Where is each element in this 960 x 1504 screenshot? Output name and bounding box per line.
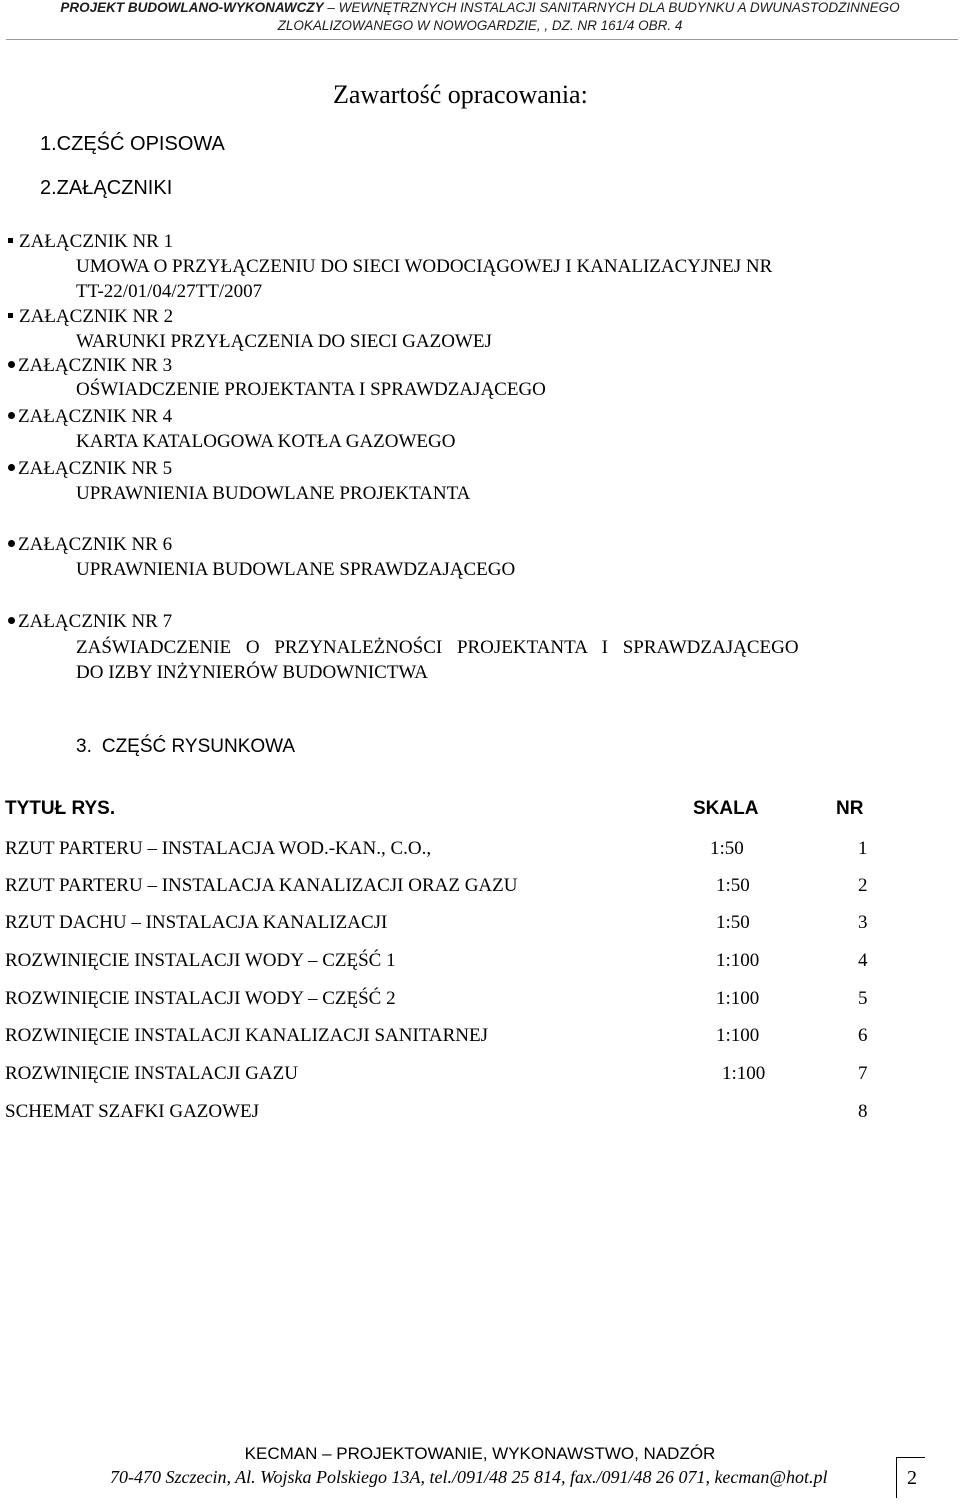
attachment-3-heading: ZAŁĄCZNIK NR 3	[8, 355, 172, 377]
drawing-row-3-nr: 3	[858, 912, 868, 933]
attachment-5-heading: ZAŁĄCZNIK NR 5	[8, 458, 172, 480]
column-header-title: TYTUŁ RYS.	[5, 798, 116, 819]
column-header-nr: NR	[836, 798, 864, 819]
project-type: PROJEKT BUDOWLANO-WYKONAWCZY	[60, 0, 324, 15]
attachment-1-desc-line2: TT-22/01/04/27TT/2007	[76, 281, 263, 302]
project-subject: – WEWNĘTRZNYCH INSTALACJI SANITARNYCH DLA BUDYNKU A DWUNASTODZINNEGO	[323, 0, 900, 15]
running-header-line2: ZLOKALIZOWANEGO W NOWOGARDZIE, , DZ. NR 161/4 OBR. 4	[277, 18, 683, 33]
round-bullet-icon	[8, 361, 15, 368]
header-divider	[6, 39, 958, 40]
drawing-row-7-scale: 1:100	[722, 1063, 766, 1084]
drawing-row-1-title: RZUT PARTERU – INSTALACJA WOD.-KAN., C.O.,	[5, 838, 432, 859]
square-bullet-icon	[8, 238, 13, 243]
drawing-row-1-nr: 1	[858, 838, 868, 859]
attachment-6-desc: UPRAWNIENIA BUDOWLANE SPRAWDZAJĄCEGO	[76, 559, 516, 580]
attachment-4-heading: ZAŁĄCZNIK NR 4	[8, 406, 172, 428]
round-bullet-icon	[8, 412, 15, 419]
drawing-row-1-scale: 1:50	[710, 838, 744, 859]
attachment-2-heading: ZAŁĄCZNIK NR 2	[8, 306, 173, 328]
attachment-1-desc-line1: UMOWA O PRZYŁĄCZENIU DO SIECI WODOCIĄGOWEJ I KANALIZACYJNEJ NR	[76, 256, 773, 277]
drawing-row-5-nr: 5	[858, 988, 868, 1009]
drawing-row-8-nr: 8	[858, 1101, 868, 1122]
document-title: Zawartość opracowania:	[333, 80, 588, 109]
drawing-row-5-scale: 1:100	[716, 988, 760, 1009]
attachment-2-desc: WARUNKI PRZYŁĄCZENIA DO SIECI GAZOWEJ	[76, 331, 492, 352]
footer-company: KECMAN – PROJEKTOWANIE, WYKONAWSTWO, NADZÓR	[244, 1444, 716, 1463]
drawing-row-6-scale: 1:100	[716, 1025, 760, 1046]
drawing-row-7-nr: 7	[858, 1063, 868, 1084]
drawing-row-4-title: ROZWINIĘCIE INSTALACJI WODY – CZĘŚĆ 1	[5, 950, 396, 971]
attachment-3-desc: OŚWIADCZENIE PROJEKTANTA I SPRAWDZAJĄCEGO	[76, 379, 546, 400]
part-1-heading: 1.CZĘŚĆ OPISOWA	[40, 133, 225, 155]
part-2-heading: 2.ZAŁĄCZNIKI	[40, 177, 173, 199]
drawing-row-3-title: RZUT DACHU – INSTALACJA KANALIZACJI	[5, 912, 388, 933]
drawing-row-7-title: ROZWINIĘCIE INSTALACJI GAZU	[5, 1063, 298, 1084]
drawing-row-3-scale: 1:50	[716, 912, 750, 933]
drawing-row-2-scale: 1:50	[716, 875, 750, 896]
drawing-row-5-title: ROZWINIĘCIE INSTALACJI WODY – CZĘŚĆ 2	[5, 988, 396, 1009]
column-header-scale: SKALA	[693, 798, 759, 819]
drawing-row-6-nr: 6	[858, 1025, 868, 1046]
attachment-6-heading: ZAŁĄCZNIK NR 6	[8, 534, 172, 556]
footer-address: 70-470 Szczecin, Al. Wojska Polskiego 13A, tel./091/48 25 814, fax./091/48 26 071, kecman@hot.pl	[110, 1467, 828, 1487]
attachment-7-heading: ZAŁĄCZNIK NR 7	[8, 611, 172, 633]
part-3-heading: 3. CZĘŚĆ RYSUNKOWA	[76, 736, 296, 757]
drawing-row-4-nr: 4	[858, 950, 868, 971]
round-bullet-icon	[8, 464, 15, 471]
attachment-5-desc: UPRAWNIENIA BUDOWLANE PROJEKTANTA	[76, 483, 471, 504]
round-bullet-icon	[8, 540, 15, 547]
page-number-box	[896, 1457, 925, 1498]
drawing-row-8-title: SCHEMAT SZAFKI GAZOWEJ	[5, 1101, 260, 1122]
drawing-row-2-title: RZUT PARTERU – INSTALACJA KANALIZACJI ORAZ GAZU	[5, 875, 518, 896]
attachment-7-desc-line2: DO IZBY INŻYNIERÓW BUDOWNICTWA	[76, 662, 428, 683]
drawing-row-2-nr: 2	[858, 875, 868, 896]
running-header-line1	[0, 0, 960, 15]
attachment-1-heading: ZAŁĄCZNIK NR 1	[8, 231, 173, 253]
attachment-4-desc: KARTA KATALOGOWA KOTŁA GAZOWEGO	[76, 431, 456, 452]
square-bullet-icon	[8, 313, 13, 318]
drawing-row-6-title: ROZWINIĘCIE INSTALACJI KANALIZACJI SANITARNEJ	[5, 1025, 488, 1046]
attachment-7-desc-line1: ZAŚWIADCZENIE O PRZYNALEŻNOŚCI PROJEKTANTA I SPRAWDZAJĄCEGO	[76, 637, 799, 658]
page-number: 2	[907, 1467, 917, 1489]
drawing-row-4-scale: 1:100	[716, 950, 760, 971]
round-bullet-icon	[8, 617, 15, 624]
